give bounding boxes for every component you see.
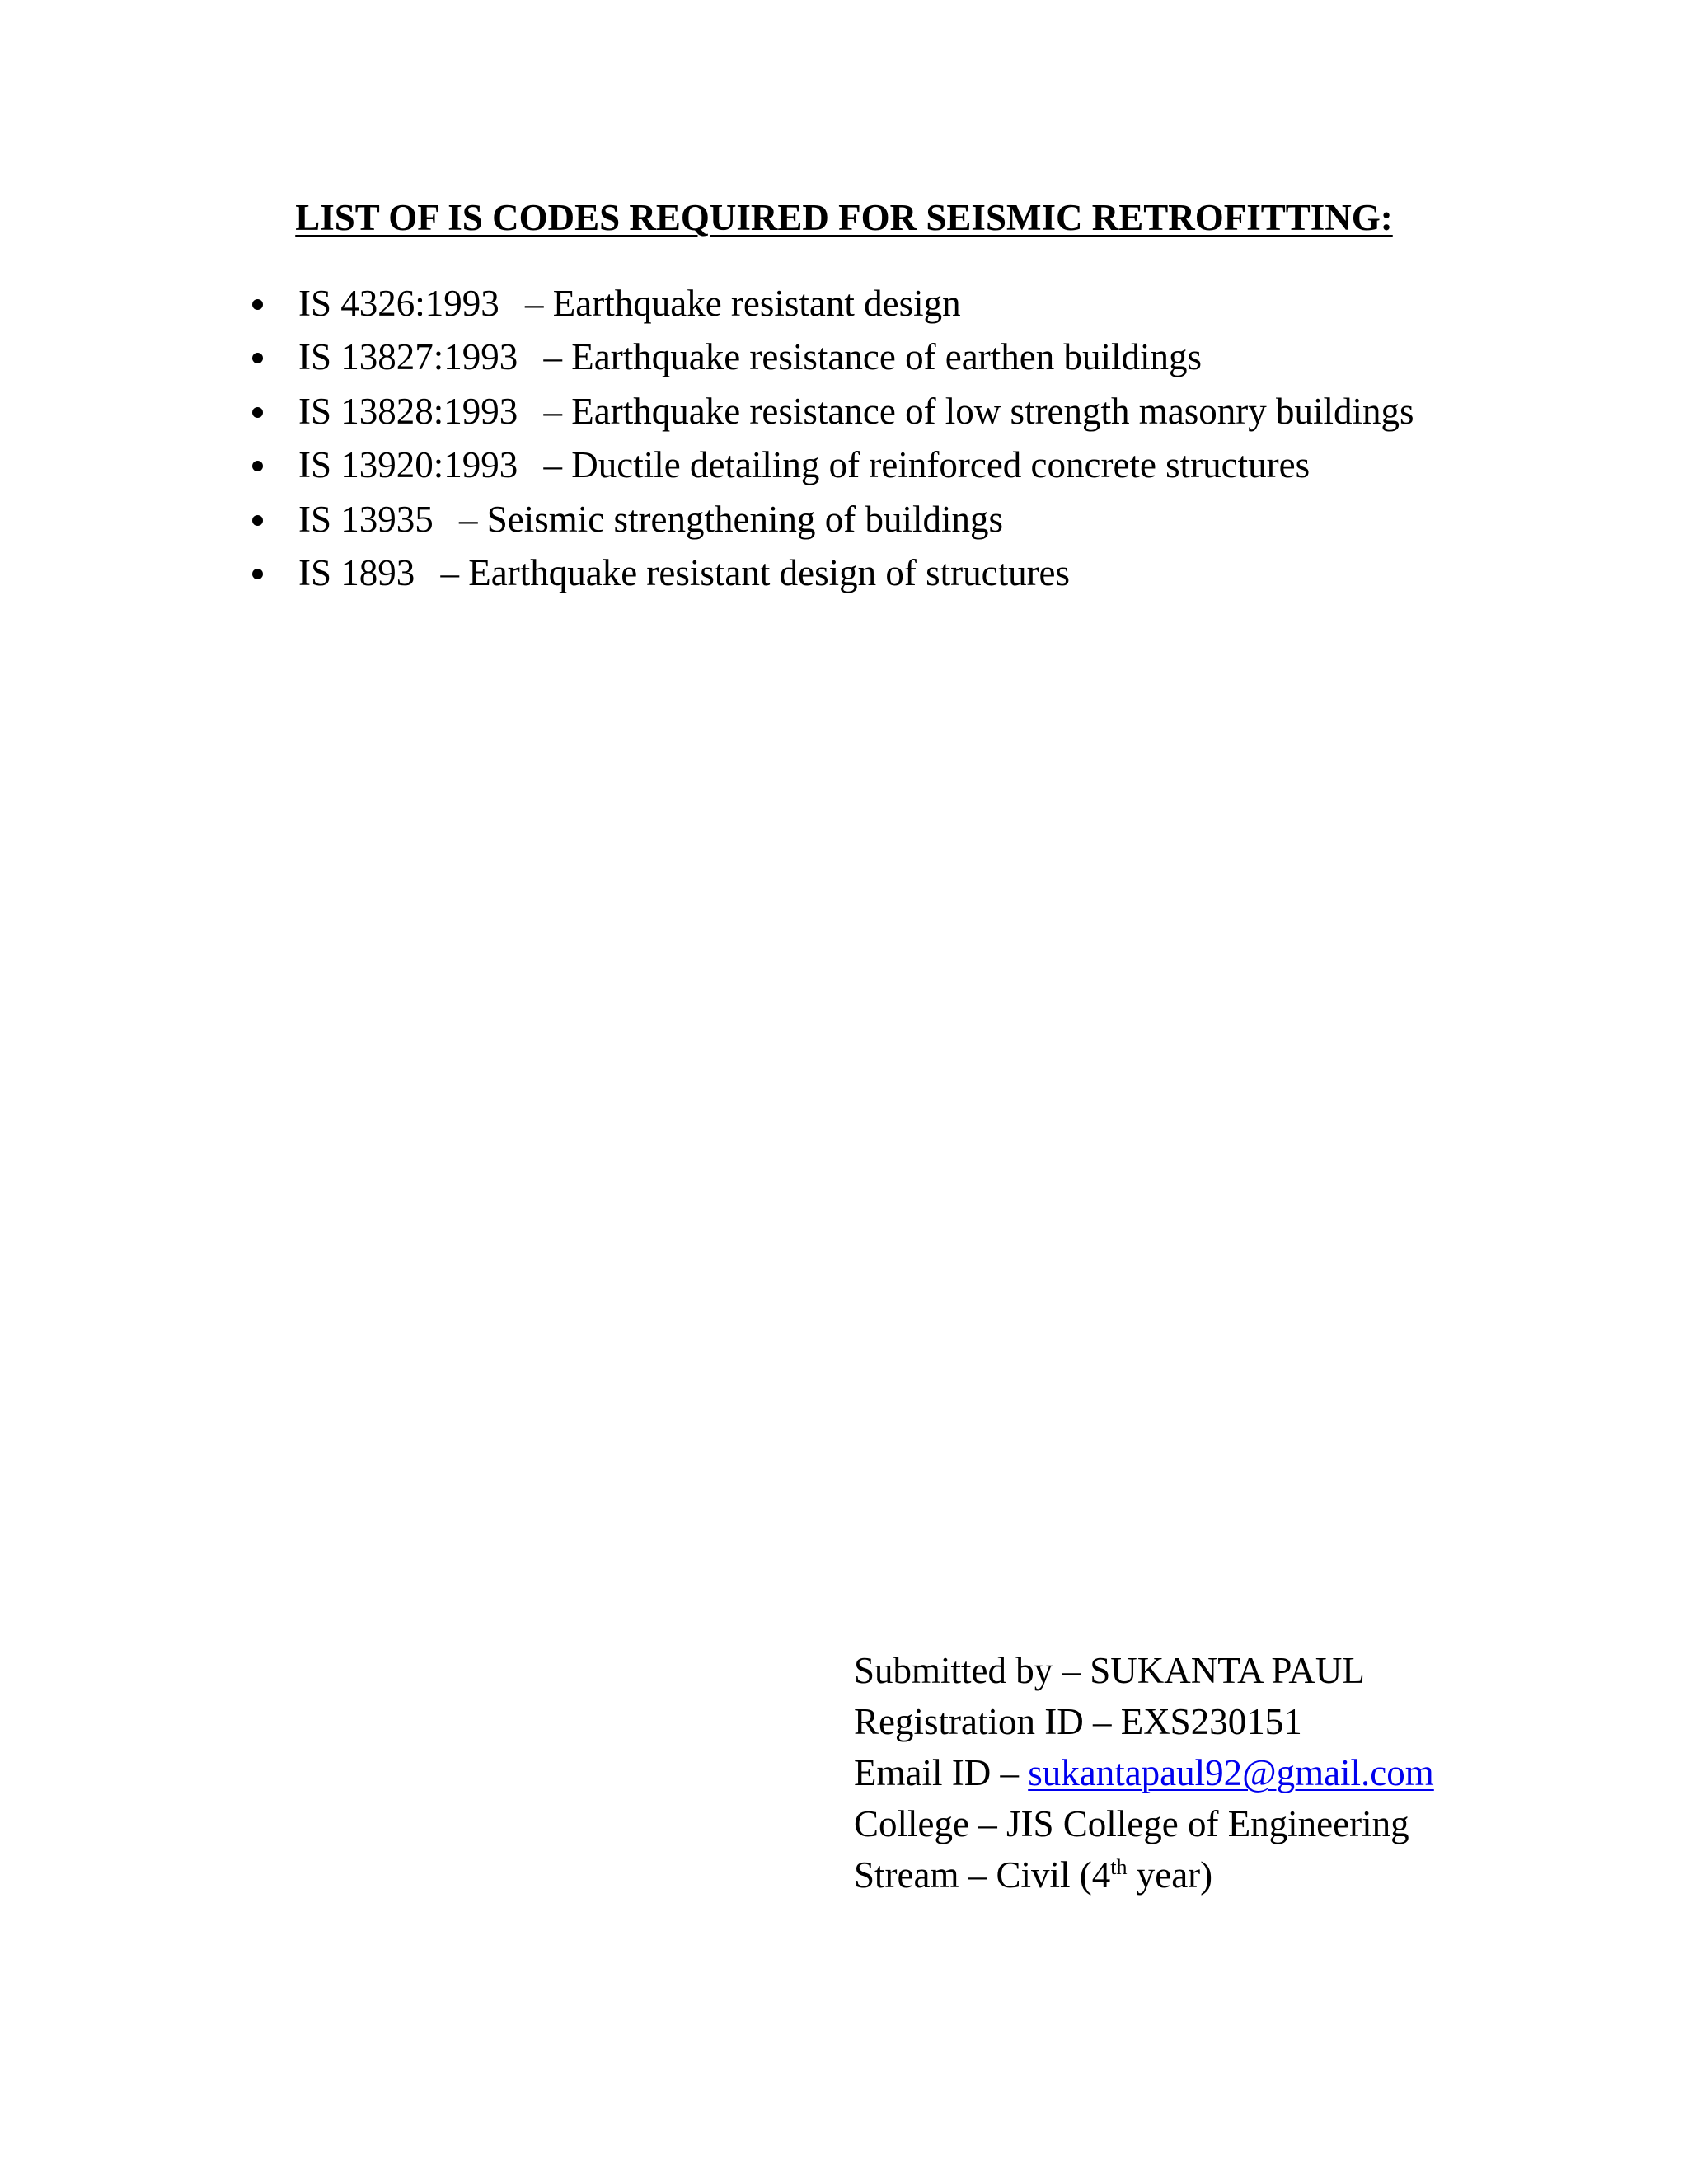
bullet-icon (252, 407, 263, 418)
bullet-icon (252, 569, 263, 579)
list-item (247, 385, 1414, 438)
code-number: IS 13920:1993 (298, 444, 518, 486)
code-description: – Earthquake resistance of low strength masonry buildings (543, 390, 1414, 432)
document-title: LIST OF IS CODES REQUIRED FOR SEISMIC RETROFITTING: (295, 197, 1393, 238)
list-item (247, 277, 1414, 330)
stream-prefix: Stream – Civil (4 (854, 1854, 1111, 1896)
code-number: IS 1893 (298, 551, 415, 593)
email-link[interactable]: sukantapaul92@gmail.com (1028, 1752, 1434, 1793)
stream (854, 1849, 1434, 1900)
email-line (854, 1747, 1434, 1798)
code-description: – Earthquake resistance of earthen buildings (543, 336, 1202, 378)
is-codes-list (247, 277, 1414, 600)
submitted-by: Submitted by – SUKANTA PAUL (854, 1650, 1365, 1691)
list-item (247, 493, 1414, 546)
registration-id: Registration ID – EXS230151 (854, 1701, 1302, 1742)
code-description: – Seismic strengthening of buildings (459, 498, 1003, 540)
email-label: Email ID – (854, 1752, 1029, 1793)
stream-suffix: year) (1127, 1854, 1213, 1896)
bullet-icon (252, 515, 263, 526)
list-item (247, 546, 1414, 600)
code-number: IS 4326:1993 (298, 283, 499, 324)
code-description: – Earthquake resistant design (525, 283, 961, 324)
list-item (247, 330, 1414, 384)
stream-superscript: th (1110, 1855, 1128, 1879)
list-item (247, 438, 1414, 492)
code-number: IS 13935 (298, 498, 434, 540)
code-number: IS 13827:1993 (298, 336, 518, 378)
bullet-icon (252, 299, 263, 310)
bullet-icon (252, 461, 263, 471)
code-number: IS 13828:1993 (298, 390, 518, 432)
code-description: – Ductile detailing of reinforced concrete structures (543, 444, 1311, 486)
college: College – JIS College of Engineering (854, 1803, 1409, 1844)
code-description: – Earthquake resistant design of structures (440, 551, 1071, 593)
bullet-icon (252, 353, 263, 363)
submission-block (854, 1645, 1434, 1900)
